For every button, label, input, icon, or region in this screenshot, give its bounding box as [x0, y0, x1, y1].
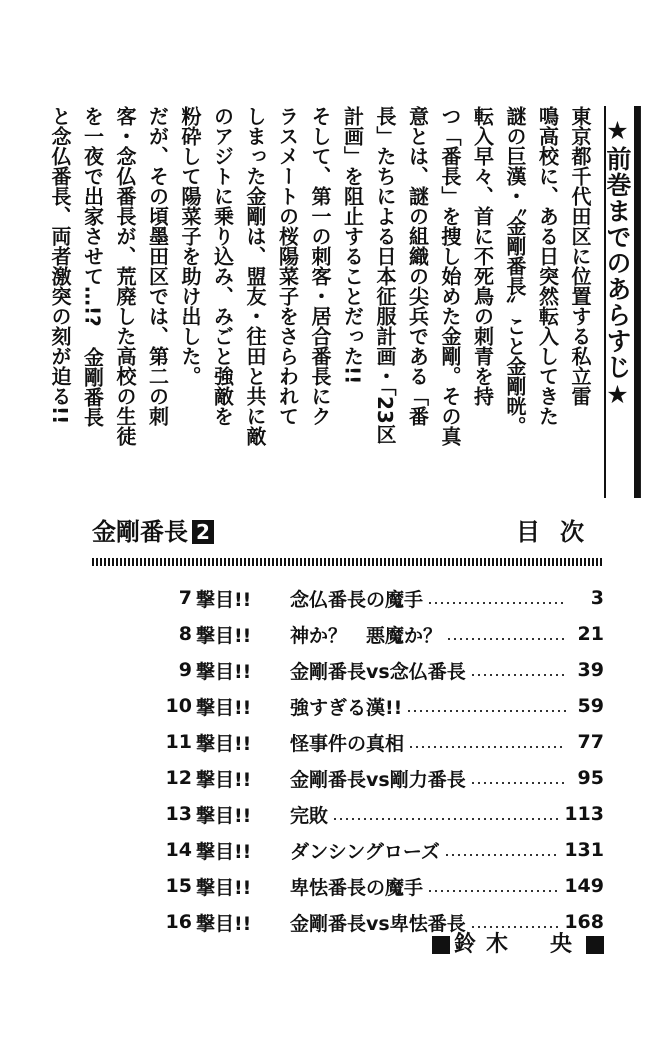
toc-entry [92, 868, 604, 904]
leader-dots [472, 782, 566, 784]
chapter-title: 金剛番長vs剛力番長 [290, 768, 466, 791]
chapter-suffix: 撃目!! [196, 696, 252, 719]
synopsis-line: 謎の巨漢・〝金剛番長〟こと金剛晄。 [503, 106, 527, 436]
page-number: 95 [577, 767, 604, 789]
chapter-suffix: 撃目!! [196, 804, 252, 827]
synopsis-heading: ★前巻までのあらすじ★ [603, 116, 632, 410]
chapter-suffix: 撃目!! [196, 624, 252, 647]
chapter-number: 9 [178, 659, 192, 681]
synopsis-line: 粉砕して陽菜子を助け出した。 [178, 106, 202, 386]
toc-entry [92, 580, 604, 616]
volume-badge: 2 [192, 520, 214, 544]
series-title [92, 520, 214, 544]
heading-bar [634, 106, 640, 498]
synopsis-line: そして、第一の刺客・居合番長にク [308, 106, 332, 426]
chapter-suffix: 撃目!! [196, 660, 252, 683]
toc-entry [92, 652, 604, 688]
synopsis-line: 計画」を阻止することだった!! [340, 106, 365, 385]
synopsis-line: つ「番長」を捜し始めた金剛。その真 [438, 106, 462, 446]
synopsis-line: 転入早々、首に不死鳥の刺青を持 [470, 106, 495, 406]
leader-dots [408, 710, 566, 712]
synopsis-line: 意とは、謎の組織の尖兵である「番 [405, 106, 430, 426]
synopsis-line: ラスメートの桜陽菜子をさらわれて [275, 106, 300, 426]
synopsis-heading-panel [604, 106, 640, 498]
chapter-number: 16 [165, 911, 192, 933]
leader-dots [429, 602, 566, 604]
page-number: 149 [564, 875, 604, 897]
square-icon [586, 936, 604, 954]
page-number: 77 [577, 731, 604, 753]
chapter-suffix: 撃目!! [196, 732, 252, 755]
synopsis-line: と念仏番長、両者激突の刻が迫る!! [48, 106, 72, 425]
chapter-title: 念仏番長の魔手 [290, 588, 424, 611]
toc-entry [92, 832, 604, 868]
square-icon [432, 936, 450, 954]
chapter-suffix: 撃目!! [196, 840, 252, 863]
leader-dots [446, 854, 558, 856]
chapter-number: 12 [165, 767, 192, 789]
page-number: 168 [564, 911, 604, 933]
chapter-number: 15 [165, 875, 192, 897]
page-number: 59 [577, 695, 604, 717]
synopsis-line: 長」たちによる日本征服計画・「23区 [373, 106, 397, 444]
chapter-suffix: 撃目!! [196, 912, 252, 935]
chapter-title: 金剛番長vs念仏番長 [290, 660, 466, 683]
synopsis-line: しまった金剛は、盟友・往田と共に敵 [243, 106, 267, 446]
synopsis-text [48, 106, 596, 498]
synopsis-box [48, 106, 641, 498]
page-number: 131 [564, 839, 604, 861]
page-number: 21 [577, 623, 604, 645]
synopsis-line: 鳴高校に、ある日突然転入してきた [535, 106, 560, 426]
chapter-number: 7 [178, 587, 192, 609]
toc-entry [92, 688, 604, 724]
leader-dots [472, 674, 566, 676]
header-rule [92, 558, 604, 566]
leader-dots [429, 890, 558, 892]
chapter-number: 11 [165, 731, 192, 753]
chapter-suffix: 撃目!! [196, 768, 252, 791]
chapter-title: 怪事件の真相 [290, 732, 405, 755]
toc-list [92, 580, 604, 940]
chapter-title: 金剛番長vs卑怯番長 [290, 912, 466, 935]
chapter-number: 13 [165, 803, 192, 825]
chapter-suffix: 撃目!! [196, 876, 252, 899]
toc-entry [92, 724, 604, 760]
leader-dots [410, 746, 566, 748]
chapter-number: 10 [165, 695, 192, 717]
chapter-title: 強すぎる漢!! [290, 696, 403, 719]
chapter-number: 14 [165, 839, 192, 861]
leader-dots [334, 818, 558, 820]
page-number: 3 [590, 587, 604, 609]
series-title-text: 金剛番長 [92, 518, 188, 546]
leader-dots [472, 926, 559, 928]
chapter-title: 卑怯番長の魔手 [290, 876, 424, 899]
author-name: 鈴木 央 [453, 932, 582, 957]
chapter-suffix: 撃目!! [196, 588, 252, 611]
synopsis-line: 東京都千代田区に位置する私立雷 [568, 106, 592, 406]
author-credit [432, 934, 604, 956]
page-number: 113 [564, 803, 604, 825]
chapter-title: 完敗 [290, 804, 329, 827]
toc-entry [92, 796, 604, 832]
toc-entry [92, 760, 604, 796]
contents-label: 目次 [516, 518, 604, 546]
toc-entry [92, 616, 604, 652]
chapter-number: 8 [178, 623, 192, 645]
synopsis-line: 客・念仏番長が、荒廃した高校の生徒 [113, 106, 137, 446]
leader-dots [448, 638, 566, 640]
chapter-title: 神か？ 悪魔か？ [290, 624, 443, 647]
page-number: 39 [577, 659, 604, 681]
synopsis-line: のアジトに乗り込み、みごと強敵を [210, 106, 235, 426]
synopsis-line: を一夜で出家させて…!? 金剛番長 [80, 106, 105, 427]
chapter-title: ダンシングローズ [290, 840, 440, 863]
synopsis-line: だが、その頃墨田区では、第二の刺 [145, 106, 170, 426]
